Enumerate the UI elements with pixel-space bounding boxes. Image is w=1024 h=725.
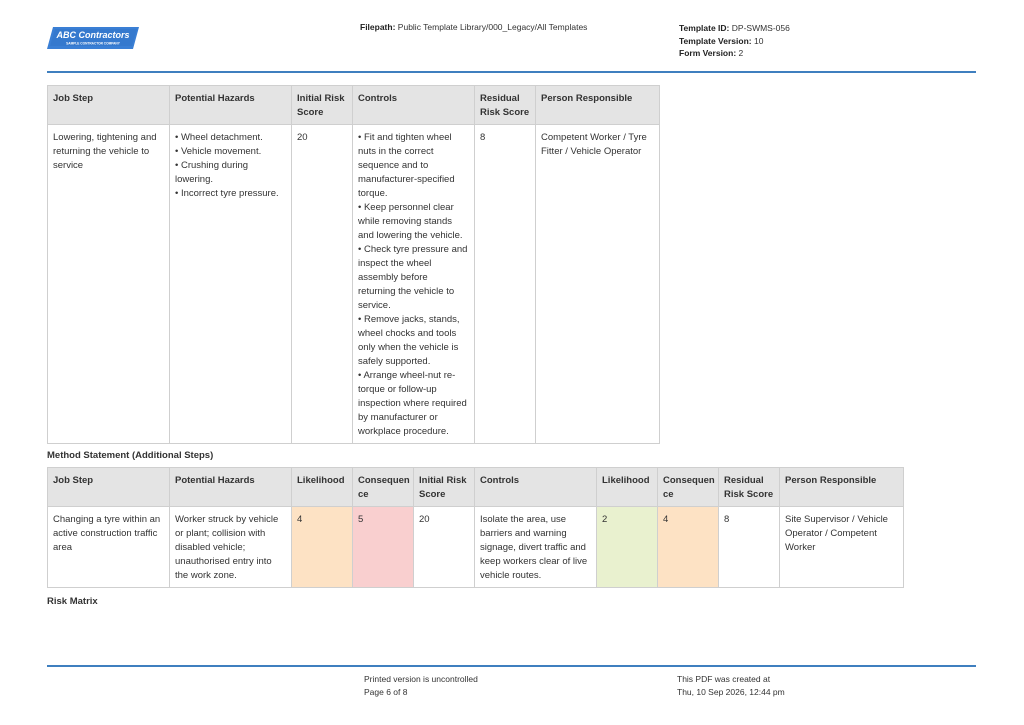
- table-header-row: [48, 86, 660, 125]
- uncontrolled-notice: Printed version is uncontrolled: [364, 674, 478, 684]
- cell-person-responsible: Site Supervisor / Vehicle Operator / Competent Worker: [780, 507, 904, 588]
- cell-person-responsible: Competent Worker / Tyre Fitter / Vehicle Operator: [536, 125, 660, 444]
- form-version-value: 2: [738, 48, 744, 58]
- cell-initial-risk: 20: [414, 507, 475, 588]
- cell-residual-risk: 8: [719, 507, 780, 588]
- page-header: [0, 0, 1024, 72]
- col-potential-hazards: Potential Hazards: [170, 86, 292, 125]
- created-timestamp: Thu, 10 Sep 2026, 12:44 pm: [677, 687, 785, 697]
- col-residual-likelihood: Likelihood: [597, 468, 658, 507]
- cell-controls: Isolate the area, use barriers and warning signage, divert traffic and keep workers clear of live vehicle routes.: [475, 507, 597, 588]
- template-meta: [679, 22, 790, 60]
- col-likelihood: Likelihood: [292, 468, 353, 507]
- form-version: [679, 47, 790, 60]
- template-id-label: Template ID:: [679, 23, 730, 33]
- cell-job-step: Changing a tyre within an active construction traffic area: [48, 507, 170, 588]
- table-row: [48, 507, 904, 588]
- template-id: [679, 22, 790, 35]
- cell-residual-risk: 8: [475, 125, 536, 444]
- col-initial-risk: Initial Risk Score: [292, 86, 353, 125]
- filepath: [360, 22, 587, 32]
- cell-hazards: • Wheel detachment. • Vehicle movement. • Crushing during lowering. • Incorrect tyre pressure.: [170, 125, 292, 444]
- col-initial-risk: Initial Risk Score: [414, 468, 475, 507]
- cell-hazards: Worker struck by vehicle or plant; collision with disabled vehicle; unauthorised entry into the work zone.: [170, 507, 292, 588]
- filepath-value: Public Template Library/000_Legacy/All Templates: [397, 22, 588, 32]
- template-version-label: Template Version:: [679, 35, 752, 46]
- method-statement-title: Method Statement (Additional Steps): [47, 450, 214, 461]
- header-rule: [47, 71, 976, 73]
- col-person-responsible: Person Responsible: [780, 468, 904, 507]
- col-potential-hazards: Potential Hazards: [170, 468, 292, 507]
- cell-job-step: Lowering, tightening and returning the vehicle to service: [48, 125, 170, 444]
- col-job-step: Job Step: [48, 86, 170, 125]
- footer-rule: [47, 665, 976, 667]
- cell-residual-likelihood: 2: [597, 507, 658, 588]
- col-controls: Controls: [353, 86, 475, 125]
- template-id-value: DP-SWMS-056: [731, 23, 790, 33]
- swms-steps-table: [47, 85, 660, 444]
- template-version-value: 10: [753, 35, 764, 46]
- col-person-responsible: Person Responsible: [536, 86, 660, 125]
- logo-sub-text: SAMPLE CONTRACTOR COMPANY: [66, 41, 120, 46]
- footer-left: [364, 673, 478, 699]
- method-header-row: [48, 468, 904, 507]
- cell-consequence: 5: [353, 507, 414, 588]
- risk-matrix-title: Risk Matrix: [47, 596, 98, 607]
- method-statement-table: [47, 467, 904, 588]
- col-residual-risk: Residual Risk Score: [475, 86, 536, 125]
- cell-residual-consequence: 4: [658, 507, 719, 588]
- col-residual-risk: Residual Risk Score: [719, 468, 780, 507]
- cell-likelihood: 4: [292, 507, 353, 588]
- col-controls: Controls: [475, 468, 597, 507]
- page-number: Page 6 of 8: [364, 687, 408, 697]
- col-residual-consequence: Consequen ce: [658, 468, 719, 507]
- footer-right: [677, 673, 785, 699]
- template-version: [679, 35, 790, 48]
- table-row: [48, 125, 660, 444]
- created-label: This PDF was created at: [677, 674, 771, 684]
- company-logo: [47, 25, 139, 51]
- cell-initial-risk: 20: [292, 125, 353, 444]
- filepath-label: Filepath:: [360, 22, 396, 32]
- form-version-label: Form Version:: [679, 48, 737, 58]
- col-job-step: Job Step: [48, 468, 170, 507]
- col-consequence: Consequen ce: [353, 468, 414, 507]
- cell-controls: • Fit and tighten wheel nuts in the correct sequence and to manufacturer-specified torque. • Keep personnel clear while removing stands and lowering the vehicle. • Check tyre pressure and inspect the wheel assembly before returning the vehicle to service. • Remove jacks, stands, wheel chocks and tools only when the vehicle is safely supported. • Arrange wheel-nut re- torque or follow-up inspection where required by manufacturer or workplace procedure.: [353, 125, 475, 444]
- logo-main-text: ABC Contractors: [56, 30, 130, 40]
